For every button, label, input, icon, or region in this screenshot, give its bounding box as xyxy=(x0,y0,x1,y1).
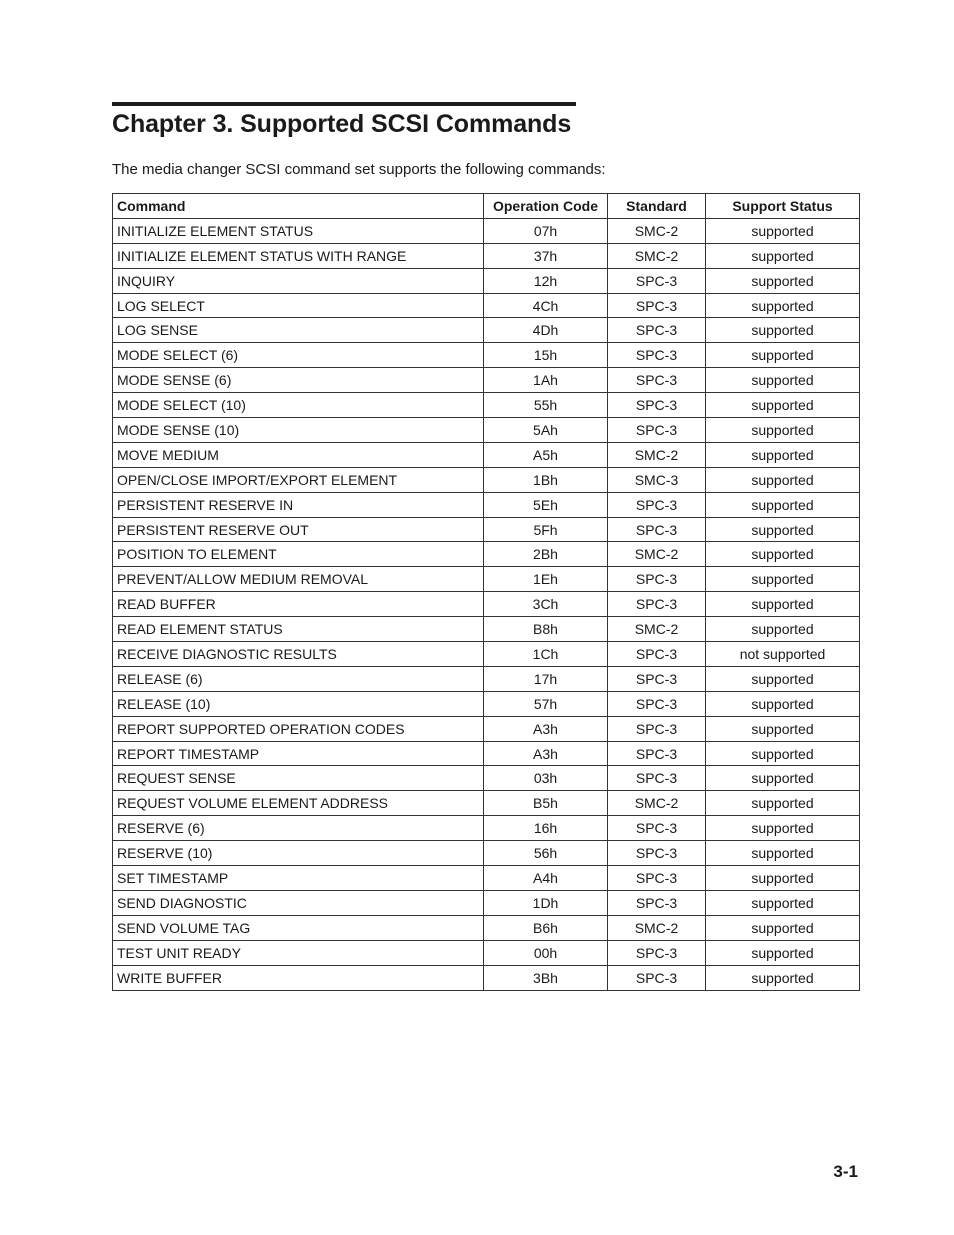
command-cell: MODE SENSE (6) xyxy=(113,368,484,393)
standard-cell: SPC-3 xyxy=(608,741,706,766)
operation-code-cell: 4Dh xyxy=(484,318,608,343)
command-cell: SET TIMESTAMP xyxy=(113,866,484,891)
operation-code-cell: 57h xyxy=(484,691,608,716)
table-row xyxy=(113,243,860,268)
operation-code-cell: 55h xyxy=(484,393,608,418)
command-cell: RELEASE (10) xyxy=(113,691,484,716)
command-cell: INITIALIZE ELEMENT STATUS WITH RANGE xyxy=(113,243,484,268)
support-status-cell: supported xyxy=(706,567,860,592)
table-row xyxy=(113,766,860,791)
command-cell: RESERVE (10) xyxy=(113,841,484,866)
support-status-cell: supported xyxy=(706,418,860,443)
standard-cell: SMC-2 xyxy=(608,542,706,567)
standard-cell: SMC-2 xyxy=(608,442,706,467)
support-status-cell: supported xyxy=(706,368,860,393)
command-cell: OPEN/CLOSE IMPORT/EXPORT ELEMENT xyxy=(113,467,484,492)
command-cell: RELEASE (6) xyxy=(113,666,484,691)
table-row xyxy=(113,293,860,318)
command-cell: REPORT TIMESTAMP xyxy=(113,741,484,766)
operation-code-cell: 07h xyxy=(484,218,608,243)
standard-cell: SMC-2 xyxy=(608,915,706,940)
operation-code-cell: B8h xyxy=(484,617,608,642)
support-status-cell: supported xyxy=(706,243,860,268)
operation-code-cell: B5h xyxy=(484,791,608,816)
standard-cell: SPC-3 xyxy=(608,492,706,517)
standard-cell: SPC-3 xyxy=(608,816,706,841)
support-status-cell: supported xyxy=(706,617,860,642)
command-cell: INQUIRY xyxy=(113,268,484,293)
operation-code-cell: B6h xyxy=(484,915,608,940)
standard-cell: SMC-2 xyxy=(608,243,706,268)
support-status-cell: supported xyxy=(706,791,860,816)
support-status-cell: supported xyxy=(706,393,860,418)
standard-cell: SPC-3 xyxy=(608,268,706,293)
operation-code-cell: A3h xyxy=(484,741,608,766)
standard-cell: SPC-3 xyxy=(608,666,706,691)
operation-code-cell: 00h xyxy=(484,940,608,965)
command-cell: MODE SELECT (10) xyxy=(113,393,484,418)
standard-cell: SPC-3 xyxy=(608,393,706,418)
command-cell: LOG SELECT xyxy=(113,293,484,318)
table-row xyxy=(113,268,860,293)
support-status-cell: supported xyxy=(706,965,860,990)
table-row xyxy=(113,592,860,617)
standard-cell: SPC-3 xyxy=(608,766,706,791)
command-cell: MODE SENSE (10) xyxy=(113,418,484,443)
command-cell: PERSISTENT RESERVE IN xyxy=(113,492,484,517)
command-cell: INITIALIZE ELEMENT STATUS xyxy=(113,218,484,243)
operation-code-cell: 5Ah xyxy=(484,418,608,443)
support-status-cell: supported xyxy=(706,218,860,243)
command-cell: RECEIVE DIAGNOSTIC RESULTS xyxy=(113,642,484,667)
support-status-cell: supported xyxy=(706,866,860,891)
standard-cell: SPC-3 xyxy=(608,716,706,741)
support-status-cell: supported xyxy=(706,666,860,691)
standard-cell: SPC-3 xyxy=(608,567,706,592)
standard-cell: SPC-3 xyxy=(608,642,706,667)
support-status-cell: supported xyxy=(706,841,860,866)
command-cell: WRITE BUFFER xyxy=(113,965,484,990)
operation-code-cell: 15h xyxy=(484,343,608,368)
header-command: Command xyxy=(113,194,484,219)
operation-code-cell: A3h xyxy=(484,716,608,741)
support-status-cell: supported xyxy=(706,442,860,467)
command-cell: REPORT SUPPORTED OPERATION CODES xyxy=(113,716,484,741)
table-row xyxy=(113,841,860,866)
operation-code-cell: 1Bh xyxy=(484,467,608,492)
table-row xyxy=(113,567,860,592)
standard-cell: SPC-3 xyxy=(608,965,706,990)
support-status-cell: supported xyxy=(706,741,860,766)
command-cell: MODE SELECT (6) xyxy=(113,343,484,368)
command-cell: REQUEST SENSE xyxy=(113,766,484,791)
operation-code-cell: 3Ch xyxy=(484,592,608,617)
table-row xyxy=(113,642,860,667)
support-status-cell: supported xyxy=(706,890,860,915)
operation-code-cell: 2Bh xyxy=(484,542,608,567)
table-row xyxy=(113,791,860,816)
support-status-cell: supported xyxy=(706,467,860,492)
chapter-rule xyxy=(112,102,576,106)
table-row xyxy=(113,866,860,891)
table-row xyxy=(113,218,860,243)
table-row xyxy=(113,442,860,467)
standard-cell: SPC-3 xyxy=(608,418,706,443)
operation-code-cell: 4Ch xyxy=(484,293,608,318)
support-status-cell: supported xyxy=(706,716,860,741)
support-status-cell: supported xyxy=(706,816,860,841)
table-row xyxy=(113,368,860,393)
table-row xyxy=(113,816,860,841)
table-row xyxy=(113,393,860,418)
operation-code-cell: 16h xyxy=(484,816,608,841)
operation-code-cell: 37h xyxy=(484,243,608,268)
table-row xyxy=(113,343,860,368)
standard-cell: SMC-3 xyxy=(608,467,706,492)
standard-cell: SPC-3 xyxy=(608,890,706,915)
table-row xyxy=(113,716,860,741)
operation-code-cell: 3Bh xyxy=(484,965,608,990)
table-row xyxy=(113,965,860,990)
support-status-cell: supported xyxy=(706,592,860,617)
operation-code-cell: A4h xyxy=(484,866,608,891)
standard-cell: SPC-3 xyxy=(608,866,706,891)
command-cell: POSITION TO ELEMENT xyxy=(113,542,484,567)
header-support-status: Support Status xyxy=(706,194,860,219)
support-status-cell: supported xyxy=(706,766,860,791)
support-status-cell: not supported xyxy=(706,642,860,667)
command-cell: SEND DIAGNOSTIC xyxy=(113,890,484,915)
command-cell: LOG SENSE xyxy=(113,318,484,343)
operation-code-cell: 5Fh xyxy=(484,517,608,542)
chapter-title: Chapter 3. Supported SCSI Commands xyxy=(112,110,572,138)
operation-code-cell: 03h xyxy=(484,766,608,791)
support-status-cell: supported xyxy=(706,268,860,293)
support-status-cell: supported xyxy=(706,940,860,965)
command-cell: RESERVE (6) xyxy=(113,816,484,841)
table-header-row xyxy=(113,194,860,219)
standard-cell: SMC-2 xyxy=(608,218,706,243)
support-status-cell: supported xyxy=(706,517,860,542)
standard-cell: SPC-3 xyxy=(608,691,706,716)
standard-cell: SPC-3 xyxy=(608,368,706,393)
table-row xyxy=(113,915,860,940)
support-status-cell: supported xyxy=(706,492,860,517)
operation-code-cell: A5h xyxy=(484,442,608,467)
standard-cell: SPC-3 xyxy=(608,592,706,617)
operation-code-cell: 56h xyxy=(484,841,608,866)
operation-code-cell: 17h xyxy=(484,666,608,691)
command-cell: PERSISTENT RESERVE OUT xyxy=(113,517,484,542)
command-cell: MOVE MEDIUM xyxy=(113,442,484,467)
command-cell: READ ELEMENT STATUS xyxy=(113,617,484,642)
standard-cell: SPC-3 xyxy=(608,517,706,542)
support-status-cell: supported xyxy=(706,343,860,368)
table-row xyxy=(113,418,860,443)
standard-cell: SPC-3 xyxy=(608,841,706,866)
operation-code-cell: 12h xyxy=(484,268,608,293)
table-row xyxy=(113,492,860,517)
command-cell: SEND VOLUME TAG xyxy=(113,915,484,940)
standard-cell: SPC-3 xyxy=(608,343,706,368)
table-row xyxy=(113,890,860,915)
standard-cell: SMC-2 xyxy=(608,617,706,642)
table-row xyxy=(113,517,860,542)
support-status-cell: supported xyxy=(706,691,860,716)
table-row xyxy=(113,617,860,642)
command-cell: READ BUFFER xyxy=(113,592,484,617)
standard-cell: SPC-3 xyxy=(608,293,706,318)
table-row xyxy=(113,691,860,716)
table-row xyxy=(113,542,860,567)
support-status-cell: supported xyxy=(706,318,860,343)
table-row xyxy=(113,318,860,343)
table-row xyxy=(113,666,860,691)
operation-code-cell: 1Ah xyxy=(484,368,608,393)
support-status-cell: supported xyxy=(706,542,860,567)
table-row xyxy=(113,940,860,965)
table-row xyxy=(113,741,860,766)
header-operation-code: Operation Code xyxy=(484,194,608,219)
standard-cell: SPC-3 xyxy=(608,940,706,965)
command-cell: TEST UNIT READY xyxy=(113,940,484,965)
operation-code-cell: 1Ch xyxy=(484,642,608,667)
intro-paragraph: The media changer SCSI command set supports the following commands: xyxy=(112,161,606,178)
scsi-commands-table xyxy=(112,193,860,991)
command-cell: PREVENT/ALLOW MEDIUM REMOVAL xyxy=(113,567,484,592)
header-standard: Standard xyxy=(608,194,706,219)
operation-code-cell: 5Eh xyxy=(484,492,608,517)
table-row xyxy=(113,467,860,492)
page-number: 3-1 xyxy=(833,1162,858,1181)
operation-code-cell: 1Eh xyxy=(484,567,608,592)
standard-cell: SPC-3 xyxy=(608,318,706,343)
command-cell: REQUEST VOLUME ELEMENT ADDRESS xyxy=(113,791,484,816)
table-body xyxy=(113,218,860,990)
standard-cell: SMC-2 xyxy=(608,791,706,816)
support-status-cell: supported xyxy=(706,293,860,318)
operation-code-cell: 1Dh xyxy=(484,890,608,915)
support-status-cell: supported xyxy=(706,915,860,940)
